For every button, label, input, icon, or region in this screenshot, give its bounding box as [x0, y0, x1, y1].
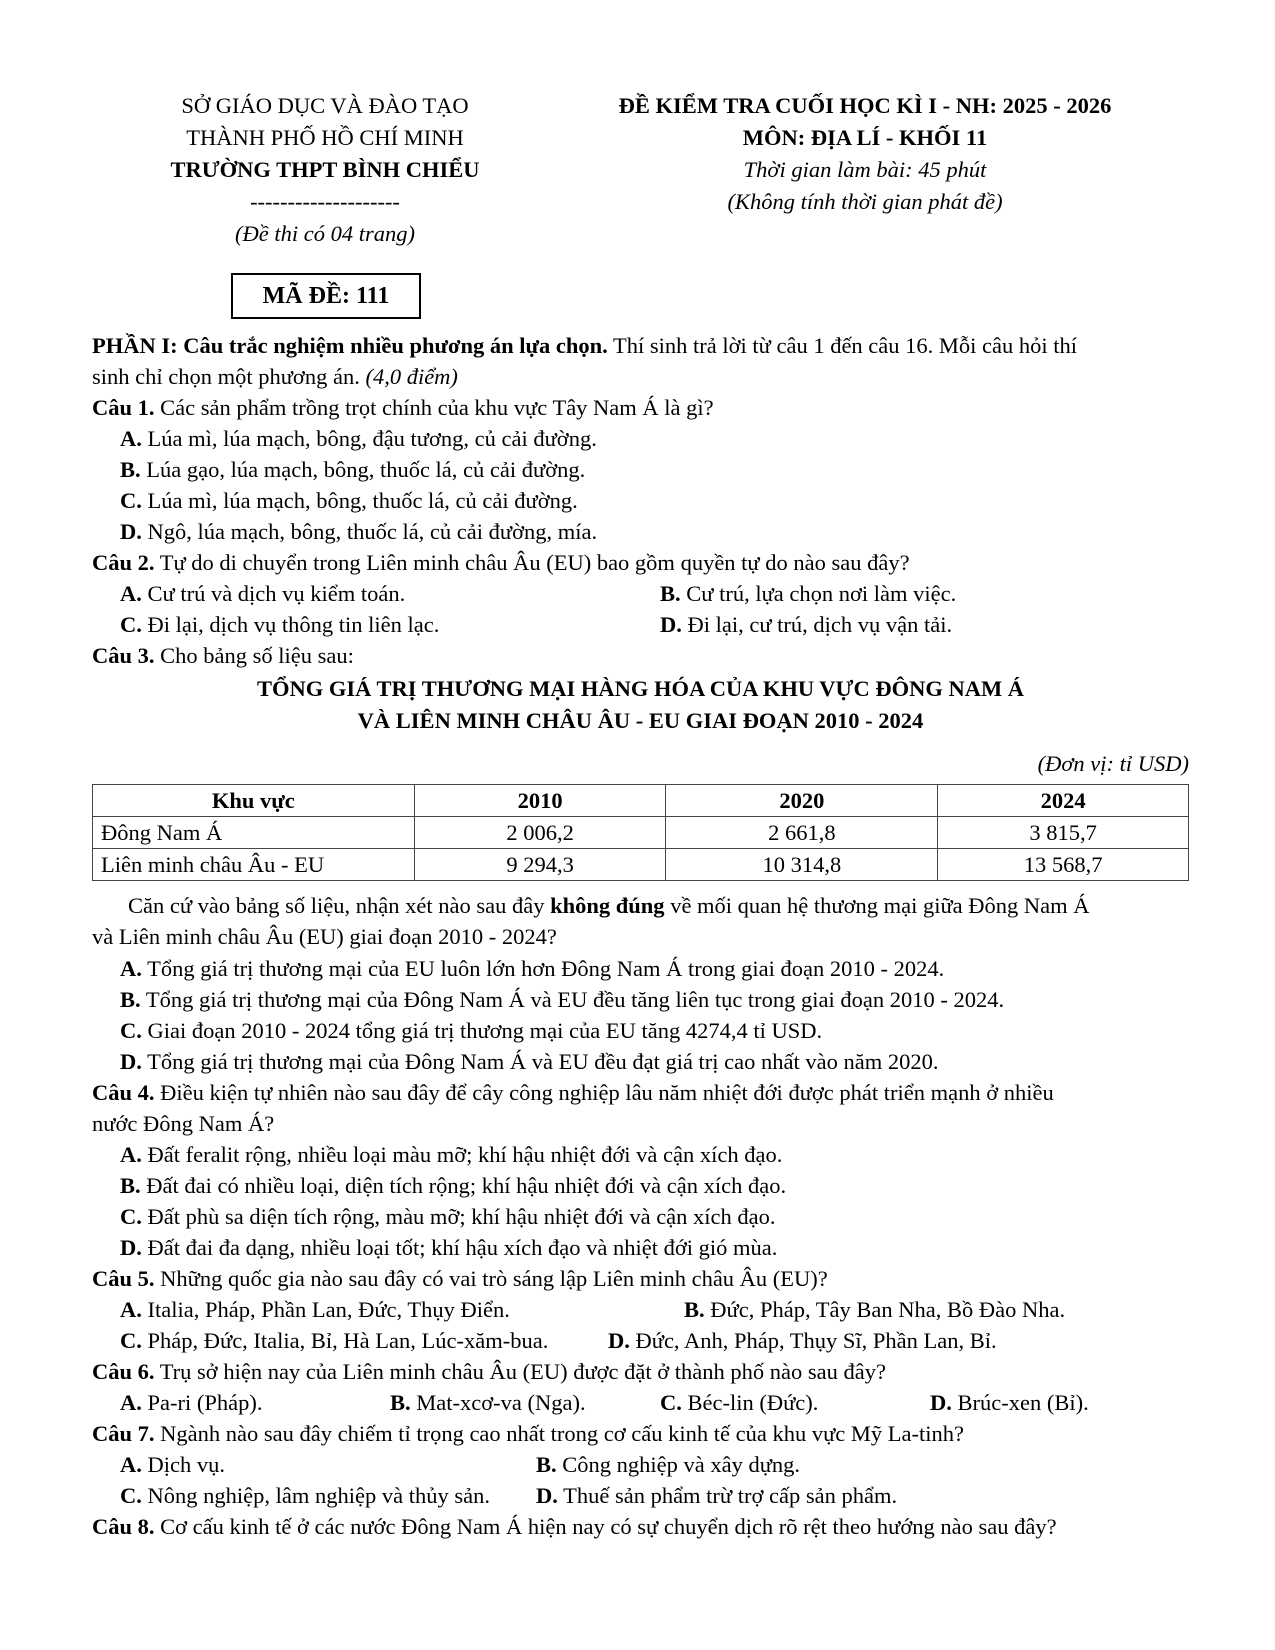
option-text: Ngô, lúa mạch, bông, thuốc lá, củ cải đường, mía.: [141, 519, 598, 544]
school-name: TRƯỜNG THPT BÌNH CHIỂU: [170, 157, 480, 182]
option-text: Lúa mì, lúa mạch, bông, thuốc lá, củ cải đường.: [141, 488, 578, 513]
q3-option-d[interactable]: [120, 1046, 938, 1078]
question-1: [92, 392, 714, 424]
q3-prompt-line2: và Liên minh châu Âu (EU) giai đoạn 2010 - 2024?: [92, 924, 557, 949]
q3-option-a[interactable]: [120, 953, 944, 985]
option-letter: B.: [120, 457, 141, 482]
question-text: Ngành nào sau đây chiếm tỉ trọng cao nhất trong cơ cấu kinh tế của khu vực Mỹ La-tinh?: [154, 1421, 964, 1446]
time-limit: Thời gian làm bài: 45 phút: [743, 157, 987, 182]
option-text: Lúa gạo, lúa mạch, bông, thuốc lá, củ cải đường.: [140, 457, 586, 482]
city-name: THÀNH PHỐ HỒ CHÍ MINH: [186, 125, 464, 150]
option-text: Đất đai có nhiều loại, diện tích rộng; khí hậu nhiệt đới và cận xích đạo.: [140, 1173, 787, 1198]
question-6: [92, 1356, 886, 1388]
header-region: Khu vực: [93, 785, 415, 817]
option-letter: D.: [120, 519, 142, 544]
option-text: Nông nghiệp, lâm nghiệp và thủy sản.: [141, 1483, 490, 1508]
option-letter: A.: [120, 1390, 142, 1415]
option-text: Italia, Pháp, Phần Lan, Đức, Thụy Điển.: [141, 1297, 510, 1322]
question-text: Điều kiện tự nhiên nào sau đây để cây công nghiệp lâu năm nhiệt đới được phát triển mạnh ở nhiều: [154, 1080, 1054, 1105]
q4-option-b[interactable]: [120, 1170, 786, 1202]
option-text: Mat-xcơ-va (Nga).: [410, 1390, 586, 1415]
option-text: Tổng giá trị thương mại của Đông Nam Á và EU đều đạt giá trị cao nhất vào năm 2020.: [141, 1049, 939, 1074]
q2-option-d[interactable]: [660, 609, 952, 641]
option-letter: D.: [930, 1390, 952, 1415]
header-2024: 2024: [938, 785, 1189, 817]
prompt-emphasis: không đúng: [550, 893, 665, 918]
q6-option-a[interactable]: [120, 1387, 262, 1419]
option-text: Cư trú và dịch vụ kiểm toán.: [141, 581, 406, 606]
option-letter: B.: [536, 1452, 557, 1477]
row-label: Liên minh châu Âu - EU: [93, 849, 415, 881]
option-text: Tổng giá trị thương mại của Đông Nam Á và EU đều tăng liên tục trong giai đoạn 2010 - 2024.: [140, 987, 1005, 1012]
option-text: Thuế sản phẩm trừ trợ cấp sản phẩm.: [557, 1483, 898, 1508]
q5-option-c[interactable]: [120, 1325, 548, 1357]
table-header-row: [93, 785, 1189, 817]
option-letter: C.: [120, 612, 142, 637]
option-text: Pháp, Đức, Italia, Bỉ, Hà Lan, Lúc-xăm-bua.: [141, 1328, 549, 1353]
question-label: Câu 8.: [92, 1514, 155, 1539]
option-letter: A.: [120, 581, 142, 606]
q1-option-d[interactable]: [120, 516, 597, 548]
option-letter: C.: [660, 1390, 682, 1415]
q2-option-c[interactable]: [120, 609, 439, 641]
q5-option-d[interactable]: [608, 1325, 997, 1357]
table-cell: 9 294,3: [414, 849, 666, 881]
q3-prompt: [92, 890, 1190, 922]
prompt-text: về mối quan hệ thương mại giữa Đông Nam Á: [664, 893, 1090, 918]
row-label: Đông Nam Á: [93, 817, 415, 849]
pages-note: (Đề thi có 04 trang): [235, 221, 415, 246]
question-2: [92, 547, 910, 579]
table-cell: 13 568,7: [938, 849, 1189, 881]
q4-option-a[interactable]: [120, 1139, 782, 1171]
part1-title: PHẦN I: Câu trắc nghiệm nhiều phương án lựa chọn.: [92, 333, 608, 358]
question-text: Các sản phẩm trồng trọt chính của khu vực Tây Nam Á là gì?: [154, 395, 714, 420]
option-letter: C.: [120, 1204, 142, 1229]
option-letter: A.: [120, 1297, 142, 1322]
question-text: Những quốc gia nào sau đây có vai trò sáng lập Liên minh châu Âu (EU)?: [154, 1266, 828, 1291]
question-4: [92, 1077, 1054, 1109]
question-8: [92, 1511, 1057, 1543]
table-title-1: TỔNG GIÁ TRỊ THƯƠNG MẠI HÀNG HÓA CỦA KHU VỰC ĐÔNG NAM Á: [256, 676, 1025, 701]
question-text: Trụ sở hiện nay của Liên minh châu Âu (EU) được đặt ở thành phố nào sau đây?: [154, 1359, 886, 1384]
q1-option-b[interactable]: [120, 454, 585, 486]
option-letter: B.: [120, 1173, 141, 1198]
q6-option-d[interactable]: [930, 1387, 1089, 1419]
question-5: [92, 1263, 828, 1295]
option-text: Giai đoạn 2010 - 2024 tổng giá trị thương mại của EU tăng 4274,4 tỉ USD.: [141, 1018, 823, 1043]
table-row: [93, 817, 1189, 849]
option-letter: D.: [660, 612, 682, 637]
table-cell: 3 815,7: [938, 817, 1189, 849]
question-4-line2: nước Đông Nam Á?: [92, 1111, 275, 1136]
q4-option-d[interactable]: [120, 1232, 777, 1264]
option-text: Tổng giá trị thương mại của EU luôn lớn hơn Đông Nam Á trong giai đoạn 2010 - 2024.: [141, 956, 945, 981]
q1-option-a[interactable]: [120, 423, 597, 455]
exam-code-box: MÃ ĐỀ: 111: [231, 273, 421, 319]
table-cell: 2 006,2: [414, 817, 666, 849]
time-note: (Không tính thời gian phát đề): [727, 189, 1003, 214]
q5-option-a[interactable]: [120, 1294, 510, 1326]
option-letter: D.: [536, 1483, 558, 1508]
option-letter: C.: [120, 1018, 142, 1043]
option-letter: B.: [120, 987, 141, 1012]
option-text: Đi lại, cư trú, dịch vụ vận tải.: [681, 612, 953, 637]
option-text: Đất feralit rộng, nhiều loại màu mỡ; khí hậu nhiệt đới và cận xích đạo.: [141, 1142, 783, 1167]
question-label: Câu 4.: [92, 1080, 155, 1105]
question-label: Câu 6.: [92, 1359, 155, 1384]
q1-option-c[interactable]: [120, 485, 578, 517]
option-text: Brúc-xen (Bỉ).: [951, 1390, 1089, 1415]
option-letter: C.: [120, 1483, 142, 1508]
q7-option-b[interactable]: [536, 1449, 800, 1481]
table-cell: 10 314,8: [666, 849, 938, 881]
q6-option-c[interactable]: [660, 1387, 818, 1419]
q5-option-b[interactable]: [684, 1294, 1065, 1326]
question-7: [92, 1418, 964, 1450]
question-label: Câu 2.: [92, 550, 155, 575]
option-text: Dịch vụ.: [141, 1452, 225, 1477]
option-letter: D.: [608, 1328, 630, 1353]
department-name: SỞ GIÁO DỤC VÀ ĐÀO TẠO: [181, 93, 469, 118]
part1-points: (4,0 điểm): [365, 364, 458, 389]
q3-option-c[interactable]: [120, 1015, 822, 1047]
q3-option-b[interactable]: [120, 984, 1004, 1016]
question-label: Câu 3.: [92, 643, 155, 668]
option-text: Đi lại, dịch vụ thông tin liên lạc.: [141, 612, 440, 637]
part1-instruction-2: sinh chỉ chọn một phương án.: [92, 364, 366, 389]
option-letter: D.: [120, 1049, 142, 1074]
exam-title: ĐỀ KIỂM TRA CUỐI HỌC KÌ I - NH: 2025 - 2026: [618, 93, 1112, 118]
table-cell: 2 661,8: [666, 817, 938, 849]
q2-option-a[interactable]: [120, 578, 405, 610]
table-title-2: VÀ LIÊN MINH CHÂU ÂU - EU GIAI ĐOẠN 2010 - 2024: [357, 708, 924, 733]
question-label: Câu 7.: [92, 1421, 155, 1446]
header-2010: 2010: [414, 785, 666, 817]
option-text: Đức, Pháp, Tây Ban Nha, Bồ Đào Nha.: [704, 1297, 1066, 1322]
question-3: [92, 640, 354, 672]
option-letter: C.: [120, 488, 142, 513]
option-text: Cư trú, lựa chọn nơi làm việc.: [680, 581, 957, 606]
option-text: Công nghiệp và xây dựng.: [556, 1452, 801, 1477]
q7-option-c[interactable]: [120, 1480, 490, 1512]
option-text: Đức, Anh, Pháp, Thụy Sĩ, Phần Lan, Bỉ.: [629, 1328, 997, 1353]
prompt-text: Căn cứ vào bảng số liệu, nhận xét nào sau đây: [128, 893, 551, 918]
question-label: Câu 1.: [92, 395, 155, 420]
option-letter: A.: [120, 956, 142, 981]
question-text: Cơ cấu kinh tế ở các nước Đông Nam Á hiện nay có sự chuyển dịch rõ rệt theo hướng nào sau đây?: [154, 1514, 1057, 1539]
option-text: Pa-ri (Pháp).: [141, 1390, 263, 1415]
question-label: Câu 5.: [92, 1266, 155, 1291]
trade-value-table: [92, 784, 1189, 881]
option-letter: A.: [120, 1452, 142, 1477]
q7-option-a[interactable]: [120, 1449, 225, 1481]
part1-heading-line2: [92, 361, 458, 393]
q6-option-b[interactable]: [390, 1387, 586, 1419]
question-text: Tự do di chuyển trong Liên minh châu Âu (EU) bao gồm quyền tự do nào sau đây?: [154, 550, 910, 575]
exam-header: [555, 90, 1175, 218]
option-letter: B.: [390, 1390, 411, 1415]
school-header: [120, 90, 530, 250]
option-letter: B.: [684, 1297, 705, 1322]
option-text: Béc-lin (Đức).: [681, 1390, 819, 1415]
part1-instruction: Thí sinh trả lời từ câu 1 đến câu 16. Mỗi câu hỏi thí: [607, 333, 1078, 358]
option-letter: A.: [120, 426, 142, 451]
subject-title: MÔN: ĐỊA LÍ - KHỐI 11: [742, 125, 988, 150]
option-text: Đất phù sa diện tích rộng, màu mỡ; khí hậu nhiệt đới và cận xích đạo.: [141, 1204, 776, 1229]
option-letter: C.: [120, 1328, 142, 1353]
header-divider: --------------------: [250, 189, 400, 214]
option-letter: D.: [120, 1235, 142, 1260]
option-text: Lúa mì, lúa mạch, bông, đậu tương, củ cải đường.: [141, 426, 597, 451]
header-2020: 2020: [666, 785, 938, 817]
table-unit: (Đơn vị: tỉ USD): [1037, 751, 1189, 776]
question-text: Cho bảng số liệu sau:: [154, 643, 354, 668]
option-letter: B.: [660, 581, 681, 606]
q2-option-b[interactable]: [660, 578, 956, 610]
option-text: Đất đai đa dạng, nhiều loại tốt; khí hậu xích đạo và nhiệt đới gió mùa.: [141, 1235, 778, 1260]
q7-option-d[interactable]: [536, 1480, 897, 1512]
option-letter: A.: [120, 1142, 142, 1167]
part1-heading: [92, 330, 1077, 362]
q4-option-c[interactable]: [120, 1201, 776, 1233]
table-row: [93, 849, 1189, 881]
